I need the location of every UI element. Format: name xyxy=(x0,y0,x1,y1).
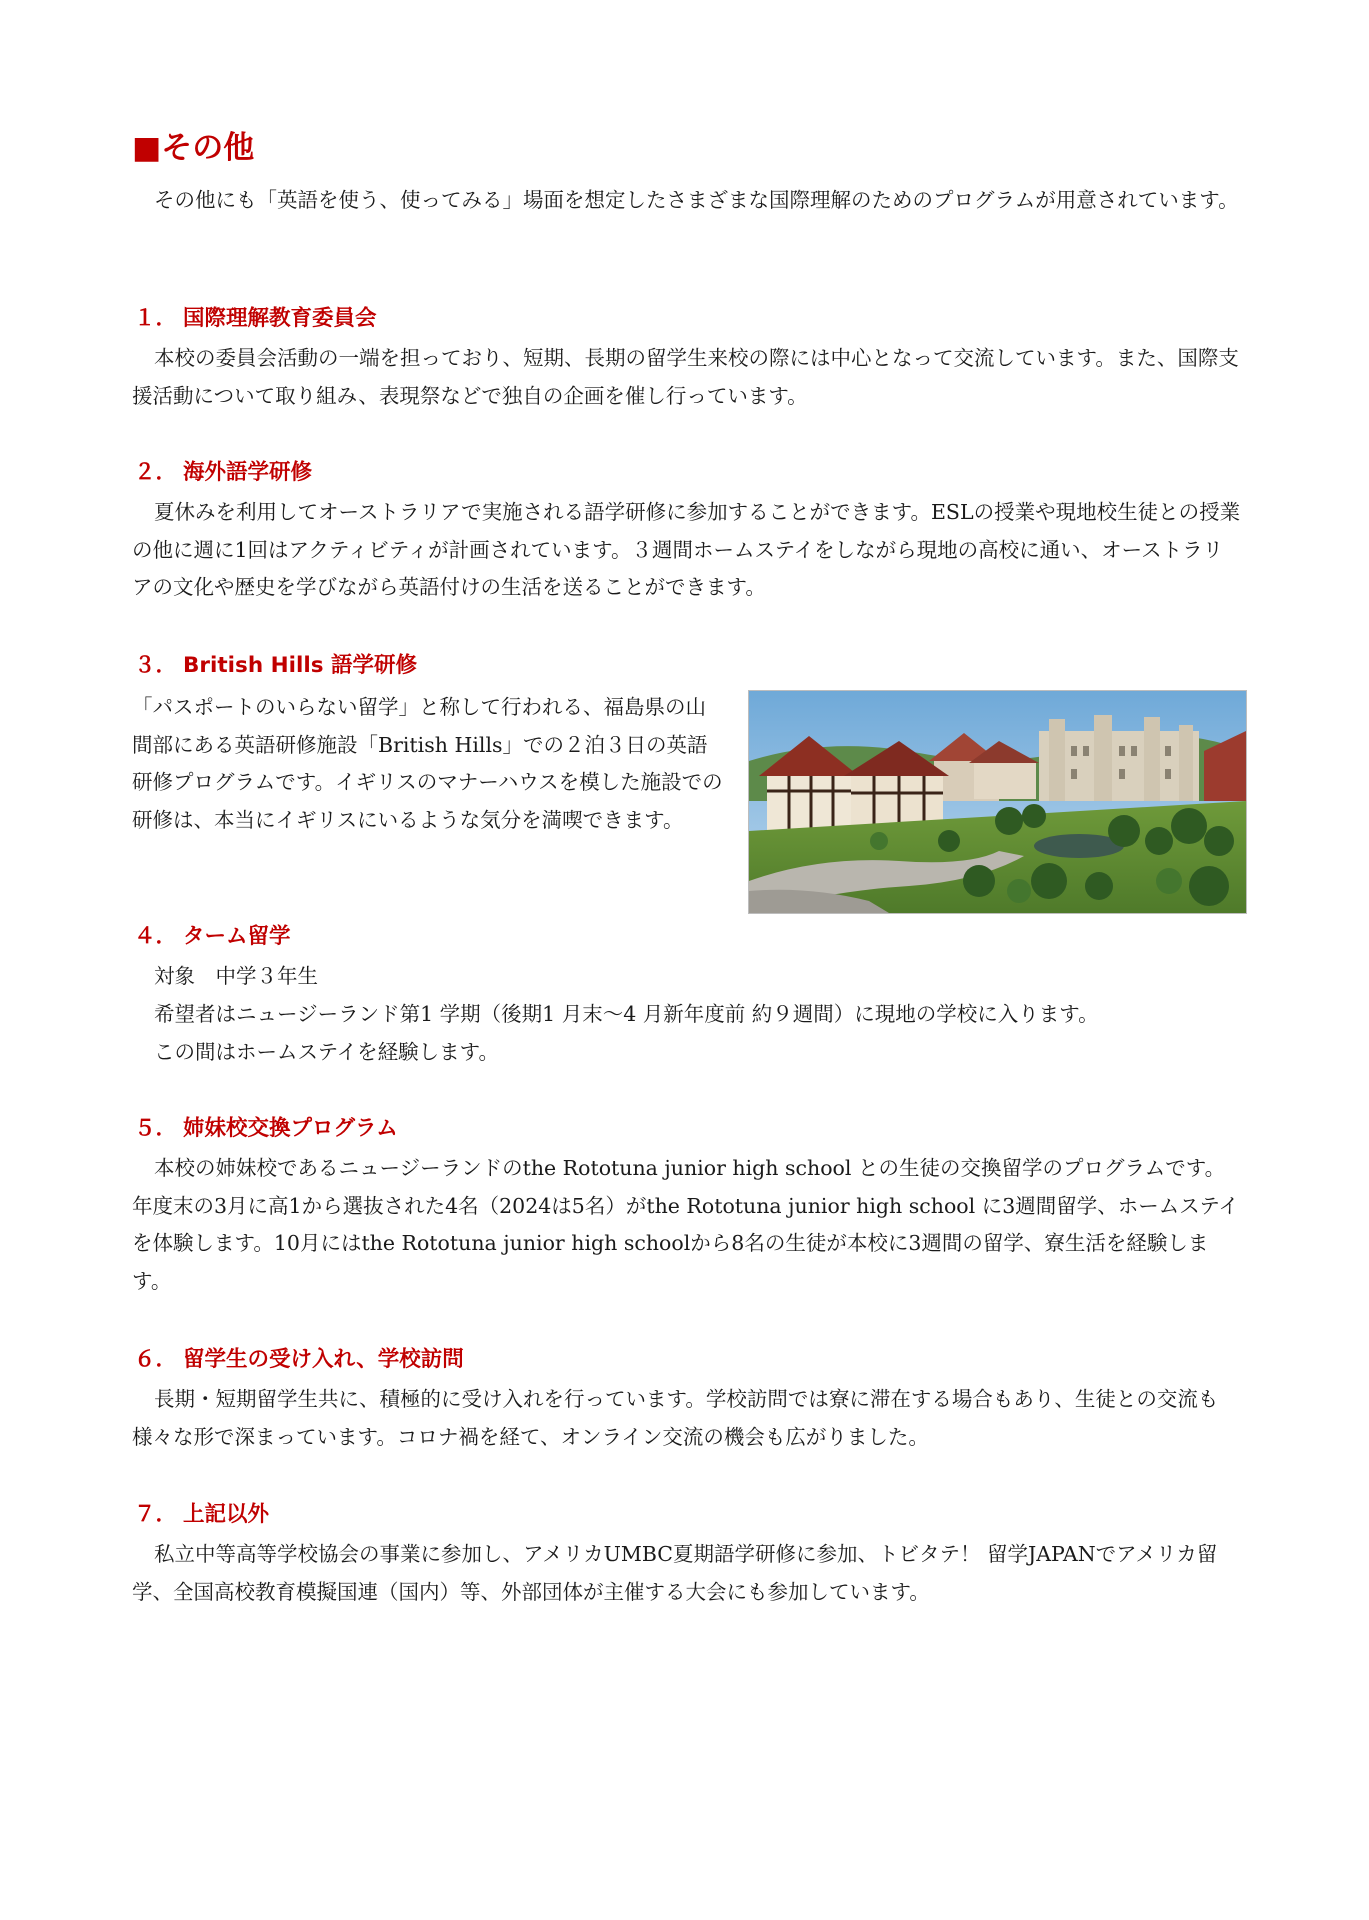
section-number: １． xyxy=(134,306,178,331)
section-7-heading xyxy=(134,1499,269,1531)
section-number: ５． xyxy=(134,1116,178,1141)
section-title: ターム留学 xyxy=(183,924,291,949)
british-hills-photo xyxy=(748,690,1247,914)
section-number: ３． xyxy=(134,653,178,678)
section-title: 上記以外 xyxy=(183,1502,270,1527)
section-3-heading xyxy=(134,650,417,682)
section-4-homestay: この間はホームステイを経験します。 xyxy=(154,1040,500,1064)
british-hills-photo-image xyxy=(749,691,1246,913)
section-5-heading xyxy=(134,1113,398,1145)
section-3-body: 「パスポートのいらない留学」と称して行われる、福島県の山間部にある英語研修施設「British Hills」での２泊３日の英語研修プログラムです。イギリスのマナーハウスを模した施設での研修は、本当にイギリスにいるような気分を満喫できます。 xyxy=(132,695,723,832)
section-number: ４． xyxy=(134,924,178,949)
section-title: 国際理解教育委員会 xyxy=(183,306,377,331)
section-number: ７． xyxy=(134,1502,178,1527)
section-6-body: 長期・短期留学生共に、積極的に受け入れを行っています。学校訪問では寮に滞在する場合もあり、生徒との交流も様々な形で深まっています。コロナ禍を経て、オンライン交流の機会も広がりました。 xyxy=(132,1387,1219,1449)
section-title: 留学生の受け入れ、学校訪問 xyxy=(183,1347,464,1372)
section-4-heading xyxy=(134,921,291,953)
section-1-body: 本校の委員会活動の一端を担っており、短期、長期の留学生来校の際には中心となって交流しています。また、国際支援活動について取り組み、表現祭などで独自の企画を催し行っています。 xyxy=(132,346,1239,408)
section-1-heading xyxy=(134,303,377,335)
section-title: 姉妹校交換プログラム xyxy=(183,1116,398,1141)
section-2-heading xyxy=(134,457,312,489)
section-title: British Hills 語学研修 xyxy=(183,653,417,678)
section-5-body: 本校の姉妹校であるニュージーランドのthe Rototuna junior high school との生徒の交換留学のプログラムです。年度末の3月に高1から選抜された4名（2024は5名）がthe Rototuna junior high school に3週間留学、ホームステイを体験します。10月にはthe Rototuna junior high schoolから8名の生徒が本校に3週間の留学、寮生活を経験します。 xyxy=(132,1156,1239,1293)
page-title: ■その他 xyxy=(132,130,255,166)
section-4-target: 対象 中学３年生 xyxy=(154,964,318,988)
section-4-detail: 希望者はニュージーランド第1 学期（後期1 月末～4 月新年度前 約９週間）に現地の学校に入ります。 xyxy=(154,1002,1099,1026)
section-2-body: 夏休みを利用してオーストラリアで実施される語学研修に参加することができます。ESLの授業や現地校生徒との授業の他に週に1回はアクティビティが計画されています。３週間ホームステイをしながら現地の高校に通い、オーストラリアの文化や歴史を学びながら英語付けの生活を送ることができます。 xyxy=(132,500,1241,599)
section-number: ２． xyxy=(134,460,178,485)
section-title: 海外語学研修 xyxy=(183,460,313,485)
section-number: ６． xyxy=(134,1347,178,1372)
section-7-body: 私立中等高等学校協会の事業に参加し、アメリカUMBC夏期語学研修に参加、トビタテ！ 留学JAPANでアメリカ留学、全国高校教育模擬国連（国内）等、外部団体が主催する大会にも参加しています。 xyxy=(132,1542,1218,1604)
section-6-heading xyxy=(134,1344,464,1376)
intro-paragraph: その他にも「英語を使う、使ってみる」場面を想定したさまざまな国際理解のためのプログラムが用意されています。 xyxy=(154,188,1239,212)
